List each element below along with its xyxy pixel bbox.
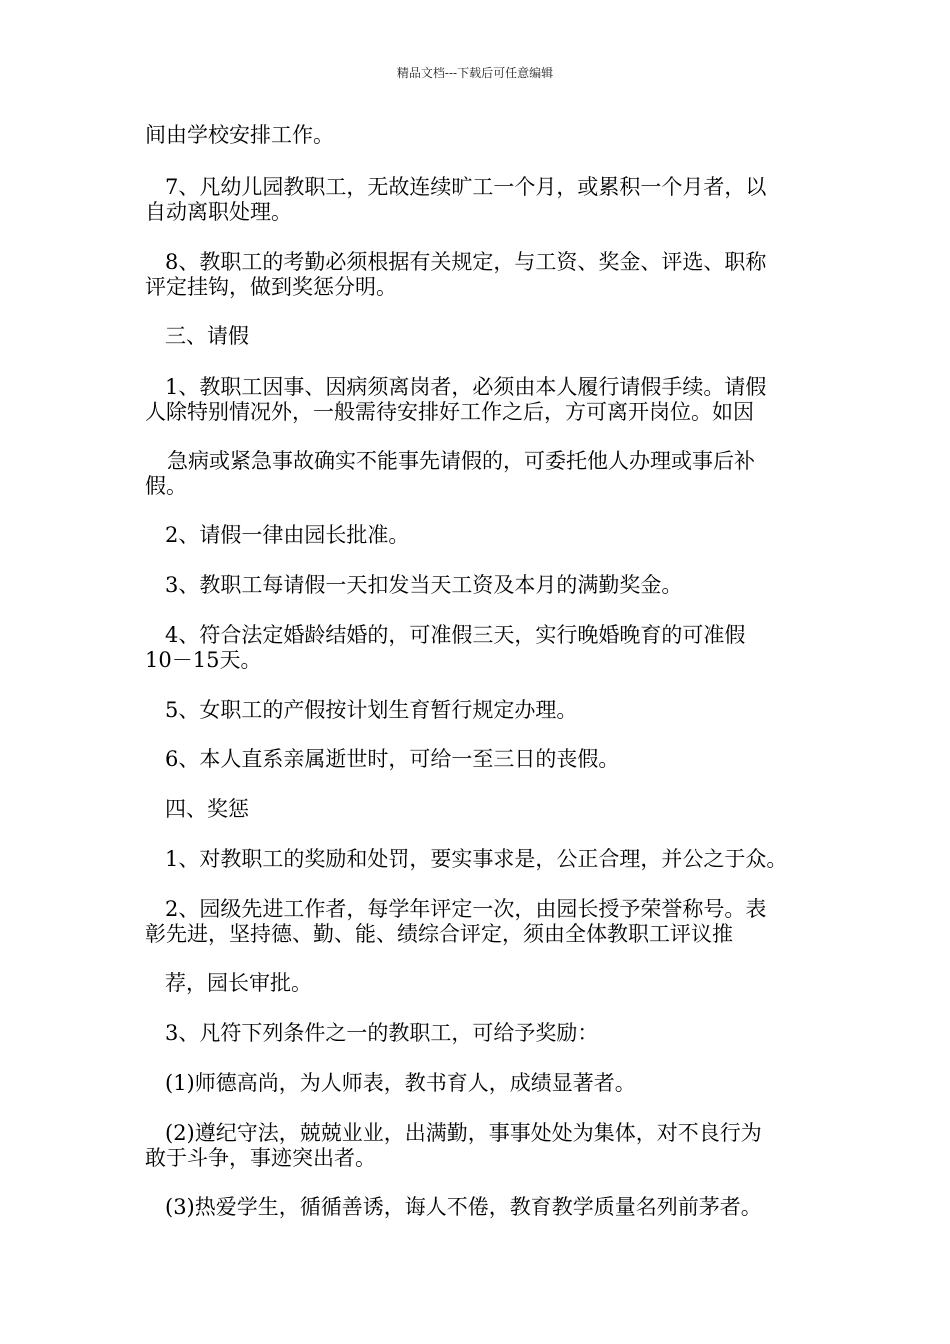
text-line: 2、园级先进工作者，每学年评定一次，由园长授予荣誉称号。表 — [165, 897, 767, 921]
text-line: 间由学校安排工作。 — [145, 123, 334, 147]
text-line: 2、请假一律由园长批准。 — [165, 523, 410, 547]
text-line: 3、教职工每请假一天扣发当天工资及本月的满勤奖金。 — [165, 573, 683, 597]
text-line: 1、对教职工的奖励和处罚，要实事求是，公正合理，并公之于众。 — [165, 847, 788, 871]
text-line: (1)师德高尚，为人师表，教书育人，成绩显著者。 — [165, 1071, 636, 1095]
text-line: 彰先进，坚持德、勤、能、绩综合评定，须由全体教职工评议推 — [145, 922, 733, 946]
text-line: 假。 — [145, 474, 187, 498]
text-line: 自动离职处理。 — [145, 200, 292, 224]
text-line: 敢于斗争，事迹突出者。 — [145, 1146, 376, 1170]
paragraph — [145, 747, 815, 772]
text-line: 3、凡符下列条件之一的教职工，可给予奖励： — [165, 1021, 599, 1045]
text-line: 三、请假 — [165, 324, 249, 348]
text-line: 6、本人直系亲属逝世时，可给一至三日的丧假。 — [165, 747, 620, 771]
paragraph — [145, 971, 815, 996]
text-line: 1、教职工因事、因病须离岗者，必须由本人履行请假手续。请假 — [165, 375, 767, 399]
paragraph — [145, 523, 815, 548]
paragraph — [145, 897, 815, 947]
section-heading — [145, 324, 815, 349]
page-header-watermark: 精品文档---下载后可任意编辑 — [396, 66, 554, 80]
text-line: 7、凡幼儿园教职工，无故连续旷工一个月，或累积一个月者，以 — [165, 175, 767, 199]
text-line: 荐，园长审批。 — [165, 971, 312, 995]
text-line: 人除特别情况外，一般需待安排好工作之后，方可离开岗位。如因 — [145, 400, 754, 424]
paragraph — [145, 623, 815, 673]
section-heading — [145, 797, 815, 822]
paragraph — [145, 123, 815, 148]
text-line: 评定挂钩，做到奖惩分明。 — [145, 275, 397, 299]
text-line: 10－15天。 — [145, 648, 262, 672]
paragraph — [145, 1021, 815, 1046]
text-line: (2)遵纪守法，兢兢业业，出满勤，事事处处为集体，对不良行为 — [165, 1121, 762, 1145]
text-line: 5、女职工的产假按计划生育暂行规定办理。 — [165, 698, 578, 722]
paragraph — [145, 573, 815, 598]
paragraph — [145, 449, 815, 499]
paragraph — [145, 847, 815, 872]
paragraph — [145, 175, 815, 225]
text-line: 8、教职工的考勤必须根据有关规定，与工资、奖金、评选、职称 — [165, 250, 767, 274]
text-line: 4、符合法定婚龄结婚的，可准假三天，实行晚婚晚育的可准假 — [165, 623, 746, 647]
text-line: 急病或紧急事故确实不能事先请假的，可委托他人办理或事后补 — [167, 449, 755, 473]
paragraph — [145, 1071, 815, 1096]
paragraph — [145, 698, 815, 723]
paragraph — [145, 375, 815, 425]
text-line: (3)热爱学生，循循善诱，诲人不倦，教育教学质量名列前茅者。 — [165, 1195, 762, 1219]
paragraph — [145, 250, 815, 300]
paragraph — [145, 1195, 815, 1220]
paragraph — [145, 1121, 815, 1171]
text-line: 四、奖惩 — [165, 797, 249, 821]
